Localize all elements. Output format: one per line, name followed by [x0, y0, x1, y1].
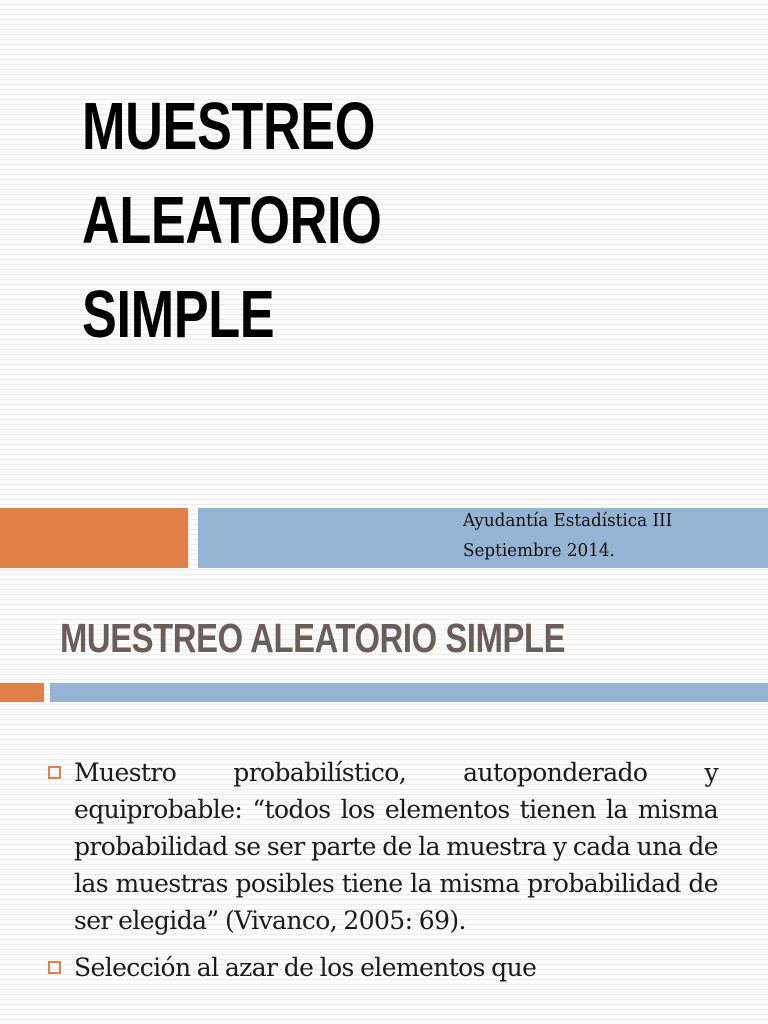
slide-subtitle [463, 506, 672, 566]
accent-bar-orange [0, 508, 188, 568]
bullet-list [46, 754, 718, 996]
title-line: MUESTREO [82, 89, 376, 164]
slide-title-heading [82, 80, 519, 362]
bullet-item [46, 949, 718, 986]
bullet-item [46, 754, 718, 939]
accent-bar-orange [0, 683, 44, 702]
bullet-text: Muestro probabilístico, autoponderado y equiprobable: “todos los elementos tienen la misma probabilidad se ser parte de la muestra y cada una de las muestras posibles tiene la misma probabilidad de ser elegida” (Vivanco, 2005: 69). [74, 758, 718, 935]
title-line: SIMPLE [82, 277, 275, 352]
square-bullet-icon [48, 766, 61, 779]
slide-heading: MUESTREO ALEATORIO SIMPLE [60, 615, 566, 661]
square-bullet-icon [48, 961, 61, 974]
subtitle-date: Septiembre 2014. [463, 540, 615, 561]
accent-bar-blue [50, 683, 768, 702]
bullet-text: Selección al azar de los elementos que [74, 953, 537, 982]
slide-content [0, 590, 768, 1024]
subtitle-course: Ayudantía Estadística III [463, 510, 673, 531]
title-line: ALEATORIO [82, 183, 382, 258]
